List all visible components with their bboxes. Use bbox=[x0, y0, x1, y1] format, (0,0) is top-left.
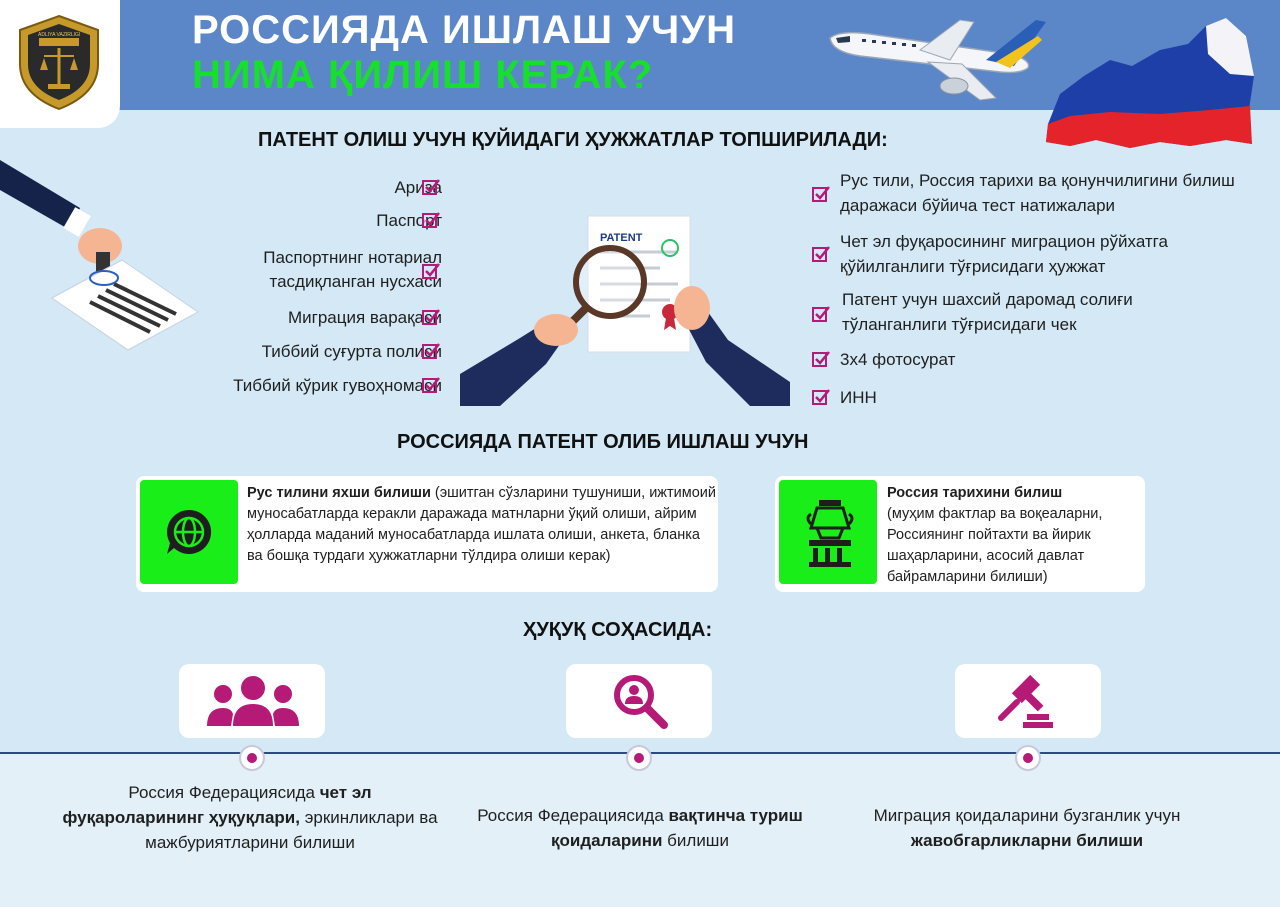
russian-language-text bbox=[247, 483, 717, 567]
doc-item-migration-card: Миграция варақаси bbox=[287, 308, 442, 327]
russia-map-flag bbox=[1040, 14, 1258, 156]
law-item-responsibility-bold: жавобгарликларни билиши bbox=[910, 831, 1144, 850]
checkbox-checked-icon bbox=[422, 211, 440, 229]
patent-docs-heading: ПАТЕНТ ОЛИШ УЧУН ҚУЙИДАГИ ҲУЖЖАТЛАР ТОПШИРИЛАДИ: bbox=[258, 129, 888, 151]
doc-item-insurance: Тиббий суғурта полиси bbox=[261, 342, 442, 361]
checkbox-checked-icon bbox=[812, 350, 830, 368]
globe-chat-icon bbox=[164, 507, 214, 557]
russian-language-title: Рус тилини яхши билиши bbox=[247, 485, 431, 501]
law-item-residence bbox=[470, 803, 810, 853]
doc-item-tax-receipt: Патент учун шахсий даромад солиғи тўланганлиги тўғрисидаги чек bbox=[842, 290, 1133, 334]
residence-icon-box bbox=[566, 664, 712, 738]
gavel-icon bbox=[997, 672, 1057, 730]
timeline-pin bbox=[1015, 745, 1041, 771]
law-item-rights-bold: чет эл фуқароларининг ҳуқуқлари, bbox=[62, 783, 372, 827]
logo-card bbox=[0, 0, 120, 128]
law-item-rights-pre: Россия Федерациясида bbox=[128, 783, 320, 802]
law-item-responsibility bbox=[852, 803, 1202, 853]
timeline-pin bbox=[239, 745, 265, 771]
checkbox-checked-icon bbox=[422, 308, 440, 326]
ministry-emblem-icon bbox=[14, 12, 104, 112]
logo-text: ADLIYA VAZIRLIGI bbox=[38, 32, 81, 38]
russian-history-card bbox=[775, 476, 1145, 592]
doc-item-inn: ИНН bbox=[840, 388, 877, 407]
page-title-line2: НИМА ҚИЛИШ КЕРАК? bbox=[192, 53, 654, 97]
law-item-rights-post: эркинликлари ва мажбуриятларини билиши bbox=[145, 808, 438, 852]
russian-history-title: Россия тарихини билиш bbox=[887, 485, 1063, 501]
doc-item-passport: Паспорт bbox=[376, 211, 442, 230]
amphora-column-icon bbox=[805, 498, 855, 568]
law-item-residence-bold: вақтинча туриш қоидаларини bbox=[551, 806, 803, 850]
russian-history-body: (муҳим фактлар ва воқеаларни, Россиянинг пойтахти ва йирик шаҳарларини, асосий давлат байрамларини билиши) bbox=[887, 506, 1103, 585]
stamp-document-illustration bbox=[0, 160, 210, 360]
doc-item-migration-registration: Чет эл фуқаросининг миграцион рўйхатга қўйилганлиги тўғрисидаги ҳужжат bbox=[840, 232, 1168, 276]
checkbox-checked-icon bbox=[812, 245, 830, 263]
doc-item-application: Ариза bbox=[394, 178, 442, 197]
checkbox-checked-icon bbox=[812, 388, 830, 406]
card-icon-bg bbox=[140, 480, 238, 584]
law-item-rights bbox=[60, 780, 440, 855]
checkbox-checked-icon bbox=[812, 185, 830, 203]
card-icon-bg bbox=[779, 480, 877, 584]
airplane-illustration bbox=[810, 16, 1050, 104]
law-heading: ҲУҚУҚ СОҲАСИДА: bbox=[523, 619, 713, 641]
doc-item-passport-copy: Паспортнинг нотариал тасдиқланган нусхаси bbox=[263, 248, 442, 291]
checkbox-checked-icon bbox=[422, 342, 440, 360]
doc-item-test-results: Рус тили, Россия тарихи ва қонунчилигини билиш даражаси бўйича тест натижалари bbox=[840, 171, 1235, 215]
patent-label: PATENT bbox=[600, 232, 643, 244]
search-person-icon bbox=[612, 673, 668, 729]
responsibility-icon-box bbox=[955, 664, 1101, 738]
law-item-residence-post: билиши bbox=[662, 831, 729, 850]
people-group-icon bbox=[207, 674, 299, 728]
rights-icon-box bbox=[179, 664, 325, 738]
checkbox-checked-icon bbox=[422, 262, 440, 280]
page-title-line1: РОССИЯДА ИШЛАШ УЧУН bbox=[192, 8, 736, 52]
doc-item-medical: Тиббий кўрик гувоҳномаси bbox=[233, 376, 442, 395]
checkbox-checked-icon bbox=[422, 178, 440, 196]
russian-language-body: (эшитган сўзларини тушуниши, ижтимоий муносабатларда керакли даражада матнларни ўқий олиши, айрим ҳолларда маданий муносабатларда ишлата олиши, анкета, бланка ва бошқа турдаги ҳужжатларни тўлдира олиши керак) bbox=[247, 485, 716, 564]
work-heading: РОССИЯДА ПАТЕНТ ОЛИБ ИШЛАШ УЧУН bbox=[397, 431, 809, 453]
timeline-pin bbox=[626, 745, 652, 771]
law-item-residence-pre: Россия Федерациясида bbox=[477, 806, 669, 825]
checkbox-checked-icon bbox=[812, 305, 830, 323]
law-item-responsibility-pre: Миграция қоидаларини бузганлик учун bbox=[873, 806, 1181, 825]
russian-language-card bbox=[136, 476, 718, 592]
checkbox-checked-icon bbox=[422, 376, 440, 394]
doc-item-photo: 3х4 фотосурат bbox=[840, 350, 956, 369]
russian-history-text bbox=[887, 483, 1143, 588]
